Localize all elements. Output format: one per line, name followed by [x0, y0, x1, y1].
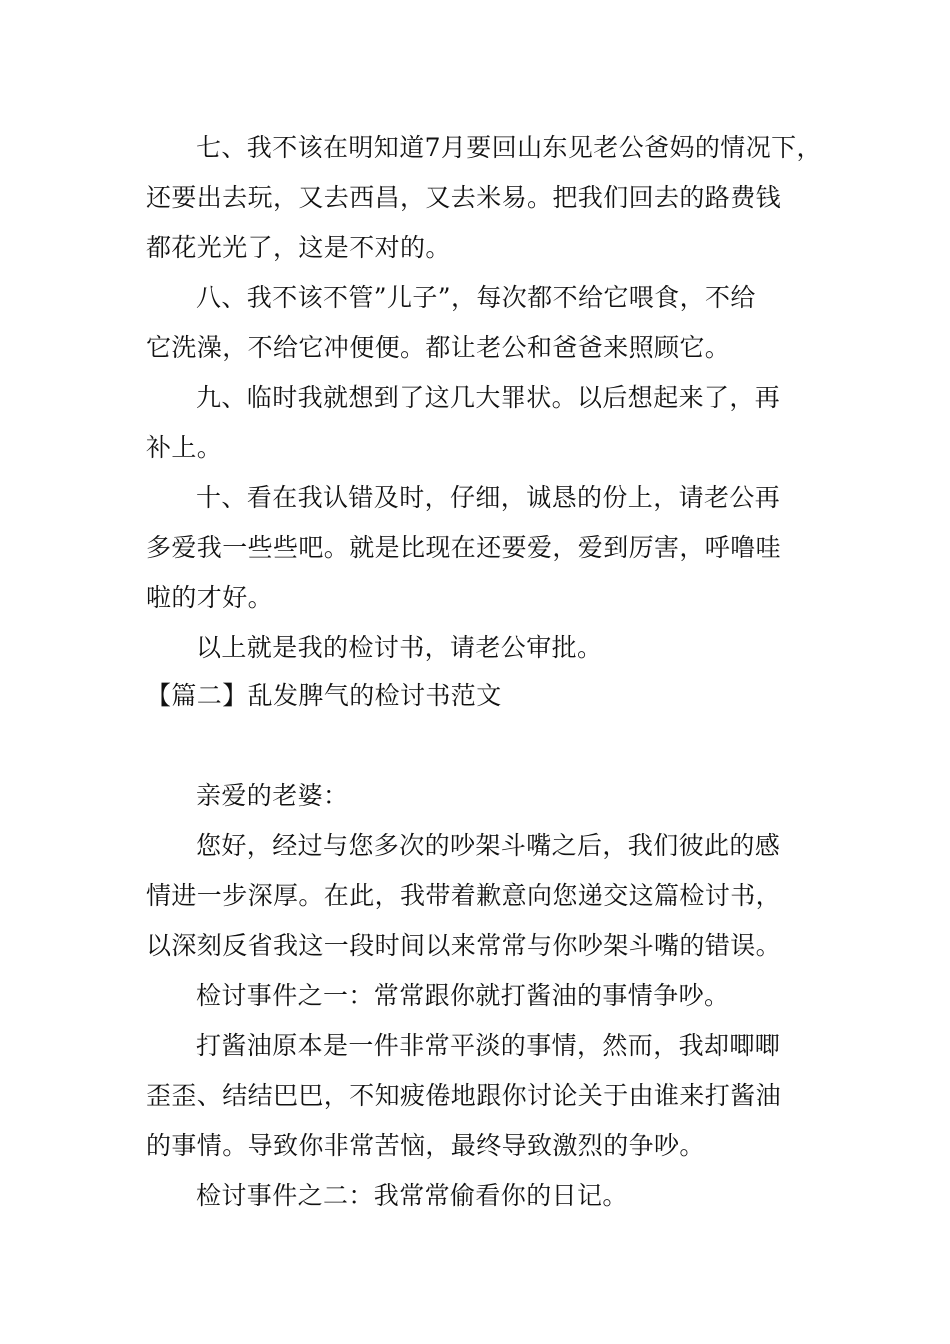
- closing-sentence: 以上就是我的检讨书，请老公审批。: [196, 633, 603, 662]
- greeting-paragraph-line-3: 以深刻反省我这一段时间以来常常与你吵架斗嘴的错误。: [146, 931, 782, 960]
- issue-one-paragraph-line-1: 打酱油原本是一件非常平淡的事情，然而，我却唧唧: [196, 1031, 781, 1060]
- paragraph-ten-line-2: 多爱我一些些吧。就是比现在还要爱，爱到厉害，呼噜哇: [146, 533, 782, 562]
- issue-one-paragraph-line-2: 歪歪、结结巴巴，不知疲倦地跟你讨论关于由谁来打酱油: [146, 1081, 782, 1110]
- issue-one-title: 检讨事件之一：常常跟你就打酱油的事情争吵。: [196, 981, 730, 1010]
- paragraph-eight-line-1: 八、我不该不管”儿子”，每次都不给它喂食，不给: [196, 283, 756, 312]
- greeting-paragraph-line-1: 您好，经过与您多次的吵架斗嘴之后，我们彼此的感: [196, 831, 781, 860]
- salutation: 亲爱的老婆：: [196, 781, 349, 810]
- issue-one-paragraph-line-3: 的事情。导致你非常苦恼，最终导致激烈的争吵。: [146, 1131, 705, 1160]
- greeting-paragraph-line-2: 情进一步深厚。在此，我带着歉意向您递交这篇检讨书，: [146, 881, 782, 910]
- issue-two-title: 检讨事件之二：我常常偷看你的日记。: [196, 1181, 628, 1210]
- paragraph-seven-line-1: 七、我不该在明知道7月要回山东见老公爸妈的情况下，: [196, 133, 822, 162]
- paragraph-seven-line-3: 都花光光了，这是不对的。: [146, 233, 451, 262]
- paragraph-nine-line-2: 补上。: [146, 433, 223, 462]
- paragraph-ten-line-1: 十、看在我认错及时，仔细，诚恳的份上，请老公再: [196, 483, 781, 512]
- section-heading: 【篇二】乱发脾气的检讨书范文: [146, 681, 502, 710]
- paragraph-eight-line-2: 它洗澡，不给它冲便便。都让老公和爸爸来照顾它。: [146, 333, 731, 362]
- paragraph-seven-line-2: 还要出去玩，又去西昌，又去米易。把我们回去的路费钱: [146, 183, 782, 212]
- paragraph-ten-line-3: 啦的才好。: [146, 583, 274, 612]
- paragraph-nine-line-1: 九、临时我就想到了这几大罪状。以后想起来了，再: [196, 383, 781, 412]
